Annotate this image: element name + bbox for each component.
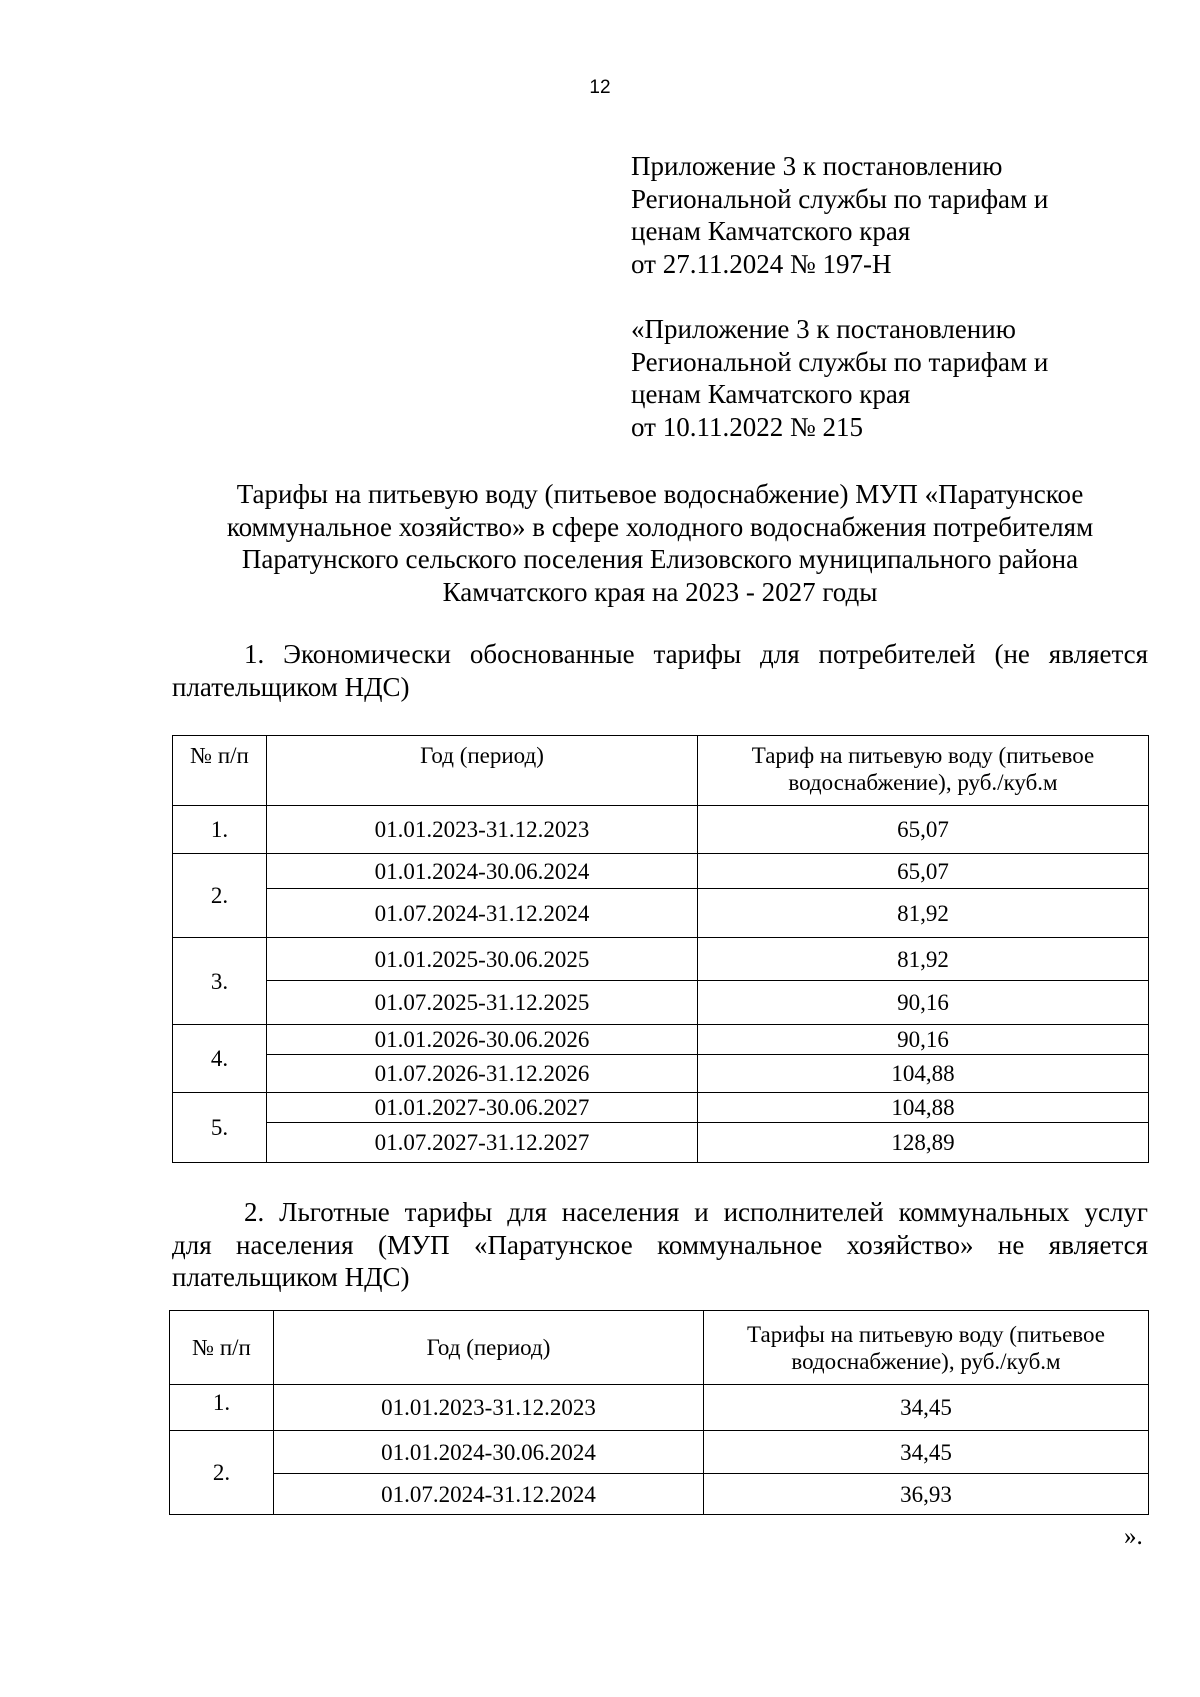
title-line: Паратунского сельского поселения Елизовского муниципального района [241,544,1079,574]
approval-line: Региональной службы по тарифам и [631,183,1049,214]
tariff-cell: 104,88 [698,1093,1149,1123]
period-cell: 01.07.2025-31.12.2025 [267,981,698,1025]
table-row [173,1025,1149,1055]
column-header-number: № п/п [170,1311,274,1385]
table-row [173,1123,1149,1163]
title-line: Камчатского края на 2023 - 2027 годы [442,576,878,607]
period-cell: 01.01.2025-30.06.2025 [267,938,698,981]
approval-line: от 10.11.2022 № 215 [631,411,863,442]
period-cell: 01.01.2027-30.06.2027 [267,1093,698,1123]
tariff-cell: 104,88 [698,1055,1149,1093]
period-cell: 01.07.2027-31.12.2027 [267,1123,698,1163]
tariff-cell: 81,92 [698,938,1149,981]
table-row [173,938,1149,981]
section-heading-line: 2. Льготные тарифы для населения и исполнителей коммунальных услуг [244,1197,1148,1227]
period-cell: 01.07.2024-31.12.2024 [274,1474,704,1515]
section-heading-line: плательщиком НДС) [172,1262,410,1292]
section-heading-line: плательщиком НДС) [172,671,410,702]
period-cell: 01.01.2026-30.06.2026 [267,1025,698,1055]
tariff-cell: 90,16 [698,1025,1149,1055]
title-line: Тарифы на питьевую воду (питьевое водоснабжение) МУП «Паратунское [236,479,1084,509]
column-header-tariff: Тарифы на питьевую воду (питьевое водоснабжение), руб./куб.м [704,1311,1149,1385]
approval-line: Региональной службы по тарифам и [631,346,1049,377]
tariff-cell: 34,45 [704,1431,1149,1474]
period-cell: 01.01.2023-31.12.2023 [267,806,698,854]
table-row [173,1093,1149,1123]
tariff-cell: 65,07 [698,854,1149,889]
tariff-cell: 90,16 [698,981,1149,1025]
closing-quote-mark: ». [1124,1523,1143,1550]
table-row [173,1055,1149,1093]
document-title [172,478,1148,608]
row-number: 1. [170,1385,274,1431]
title-line: коммунальное хозяйство» в сфере холодного водоснабжения потребителям [226,511,1094,542]
row-number: 5. [173,1093,267,1163]
tariff-cell: 36,93 [704,1474,1149,1515]
tariff-cell: 34,45 [704,1385,1149,1431]
tariff-cell: 128,89 [698,1123,1149,1163]
column-header-tariff: Тариф на питьевую воду (питьевое водоснабжение), руб./куб.м [698,736,1149,806]
table-row [173,981,1149,1025]
column-header-number: № п/п [173,736,267,806]
approval-reference-original [631,313,1151,443]
table-row [173,806,1149,854]
page-number: 12 [589,77,611,98]
row-number: 3. [173,938,267,1025]
column-header-period: Год (период) [267,736,698,806]
section-heading-line: для населения (МУП «Паратунское коммунальное хозяйство» не является [172,1229,1148,1260]
approval-line: ценам Камчатского края [631,379,911,409]
tariff-cell: 65,07 [698,806,1149,854]
tariff-table-preferential [169,1310,1149,1515]
approval-line: Приложение 3 к постановлению [631,151,1003,181]
section-1-heading [172,638,1148,703]
approval-reference-current [631,150,1151,280]
table-row [170,1385,1149,1431]
row-number: 2. [170,1431,274,1515]
period-cell: 01.01.2023-31.12.2023 [274,1385,704,1431]
tariff-table-economic [172,735,1149,1163]
column-header-period: Год (период) [274,1311,704,1385]
tariff-cell: 81,92 [698,889,1149,938]
row-number: 2. [173,854,267,938]
table-row [173,854,1149,889]
period-cell: 01.07.2026-31.12.2026 [267,1055,698,1093]
section-2-heading [172,1196,1148,1294]
period-cell: 01.01.2024-30.06.2024 [267,854,698,889]
period-cell: 01.07.2024-31.12.2024 [267,889,698,938]
table-row [170,1431,1149,1474]
row-number: 1. [173,806,267,854]
approval-line: «Приложение 3 к постановлению [631,314,1016,344]
period-cell: 01.01.2024-30.06.2024 [274,1431,704,1474]
section-heading-line: 1. Экономически обоснованные тарифы для потребителей (не является [244,639,1148,669]
row-number: 4. [173,1025,267,1093]
table-row [173,889,1149,938]
table-row [170,1474,1149,1515]
approval-line: ценам Камчатского края [631,216,911,246]
approval-line: от 27.11.2024 № 197-Н [631,248,892,279]
